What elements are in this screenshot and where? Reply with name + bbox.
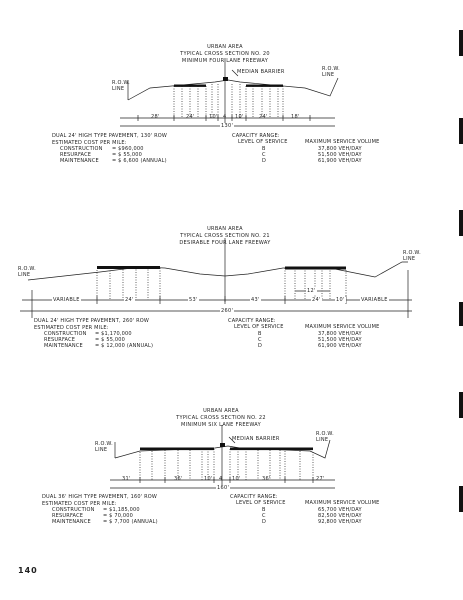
dimension-label: 18' (291, 114, 300, 120)
total-width-label: 260' (221, 308, 234, 314)
dimension-label: 24' (259, 114, 268, 120)
cost-title: ESTIMATED COST PER MILE: (34, 325, 109, 331)
dimension-label: 27' (316, 476, 325, 482)
service-level: D (262, 519, 267, 525)
volume-title: MAXIMUM SERVICE VOLUME (305, 500, 380, 506)
cost-amount: = $ 7,700 (ANNUAL) (103, 519, 158, 525)
cost-label: RESURFACE (44, 337, 76, 343)
capacity-title: CAPACITY RANGE: (232, 133, 280, 139)
dimension-label: 12' (307, 288, 316, 294)
level-title: LEVEL OF SERVICE (238, 139, 288, 145)
service-level: C (262, 152, 266, 158)
service-level: B (262, 146, 266, 152)
row-line-right-label: R.O.W. LINE (316, 431, 334, 443)
cost-label: CONSTRUCTION (52, 507, 95, 513)
cost-amount: = $ 6,600 (ANNUAL) (112, 158, 167, 164)
service-level: B (258, 331, 262, 337)
capacity-title: CAPACITY RANGE: (228, 318, 276, 324)
dimension-label: 53' (189, 297, 198, 303)
service-volume: 65,700 VEH/DAY (318, 507, 362, 513)
pavement-description: DUAL 24' HIGH TYPE PAVEMENT, 260' ROW (34, 318, 150, 324)
cross-section-21-profile (20, 238, 412, 318)
service-volume: 82,500 VEH/DAY (318, 513, 362, 519)
dimension-label: VARIABLE (53, 297, 80, 303)
section-21-header: URBAN AREA TYPICAL CROSS SECTION NO. 21 DESIRABLE FOUR LANE FREEWAY (179, 226, 271, 246)
row-line-left-label: R.O.W. LINE (18, 266, 36, 278)
pavement-slab (174, 85, 206, 87)
dimension-label: 10' (209, 114, 218, 120)
service-level: C (258, 337, 262, 343)
pavement-slab (246, 85, 283, 87)
median-barrier-label: MEDIAN BARRIER (232, 436, 280, 442)
cost-label: MAINTENANCE (44, 343, 83, 349)
median-barrier-block (220, 443, 225, 447)
service-volume: 61,900 VEH/DAY (318, 158, 362, 164)
dimension-label: 24' (125, 297, 134, 303)
section-22-header: URBAN AREA TYPICAL CROSS SECTION NO. 22 MINIMUM SIX LANE FREEWAY (176, 408, 266, 428)
cost-label: MAINTENANCE (60, 158, 99, 164)
service-volume: 37,800 VEH/DAY (318, 146, 362, 152)
dimension-label: 10' (232, 476, 241, 482)
dimension-label: 4 (223, 114, 227, 120)
cost-amount: = $960,000 (112, 146, 144, 152)
dimension-label: 24' (186, 114, 195, 120)
cost-label: MAINTENANCE (52, 519, 91, 525)
pavement-slab (97, 266, 160, 269)
cost-title: ESTIMATED COST PER MILE: (52, 140, 127, 146)
dimension-label: 36' (262, 476, 271, 482)
cost-amount: = $ 55,000 (95, 337, 126, 343)
dimension-label: 28' (151, 114, 160, 120)
median-barrier-block (223, 77, 228, 81)
pavement-slab (285, 267, 346, 270)
level-title: LEVEL OF SERVICE (236, 500, 286, 506)
dimension-label: VARIABLE (361, 297, 388, 303)
dimension-label: 10' (336, 297, 345, 303)
dimension-label: 43' (251, 297, 260, 303)
total-width-label: 130' (221, 123, 234, 129)
dimension-label: 24' (312, 297, 321, 303)
capacity-title: CAPACITY RANGE: (230, 494, 278, 500)
pavement-description: DUAL 36' HIGH TYPE PAVEMENT, 160' ROW (42, 494, 158, 500)
service-volume: 92,800 VEH/DAY (318, 519, 362, 525)
row-line-right-label: R.O.W. LINE (403, 250, 421, 262)
cost-amount: = $1,170,000 (95, 331, 132, 337)
dimension-label: 31' (122, 476, 131, 482)
cost-title: ESTIMATED COST PER MILE: (42, 501, 117, 507)
service-level: C (262, 513, 266, 519)
cost-label: CONSTRUCTION (60, 146, 103, 152)
median-barrier-label: MEDIAN BARRIER (237, 69, 285, 75)
section-20-header: URBAN AREA TYPICAL CROSS SECTION NO. 20 MINIMUM FOUR LANE FREEWAY (180, 44, 270, 64)
row-line-right-label: R.O.W. LINE (322, 66, 340, 78)
page-number: 140 (18, 566, 38, 575)
service-level: B (262, 507, 266, 513)
cost-label: CONSTRUCTION (44, 331, 87, 337)
dimension-label: 10' (204, 476, 213, 482)
dimension-label: 36' (174, 476, 183, 482)
row-line-left-label: R.O.W. LINE (112, 80, 130, 92)
pavement-description: DUAL 24' HIGH TYPE PAVEMENT, 130' ROW (52, 133, 168, 139)
cost-label: RESURFACE (52, 513, 84, 519)
total-width-label: 160' (217, 485, 230, 491)
cross-section-22-profile (110, 425, 335, 490)
volume-title: MAXIMUM SERVICE VOLUME (305, 139, 380, 145)
pavement-slab (230, 448, 313, 451)
level-title: LEVEL OF SERVICE (234, 324, 284, 330)
pavement-slab (140, 448, 214, 451)
service-volume: 51,500 VEH/DAY (318, 337, 362, 343)
volume-title: MAXIMUM SERVICE VOLUME (305, 324, 380, 330)
service-volume: 37,800 VEH/DAY (318, 331, 362, 337)
service-volume: 61,900 VEH/DAY (318, 343, 362, 349)
cost-label: RESURFACE (60, 152, 92, 158)
service-volume: 51,500 VEH/DAY (318, 152, 362, 158)
service-level: D (262, 158, 267, 164)
cost-amount: = $ 55,000 (112, 152, 143, 158)
cost-amount: = $ 70,000 (103, 513, 134, 519)
dimension-label: 10' (235, 114, 244, 120)
row-line-left-label: R.O.W. LINE (95, 441, 113, 453)
cost-amount: = $ 12,000 (ANNUAL) (95, 343, 154, 349)
cost-amount: = $1,185,000 (103, 507, 140, 513)
dimension-label: 4 (219, 476, 223, 482)
service-level: D (258, 343, 263, 349)
